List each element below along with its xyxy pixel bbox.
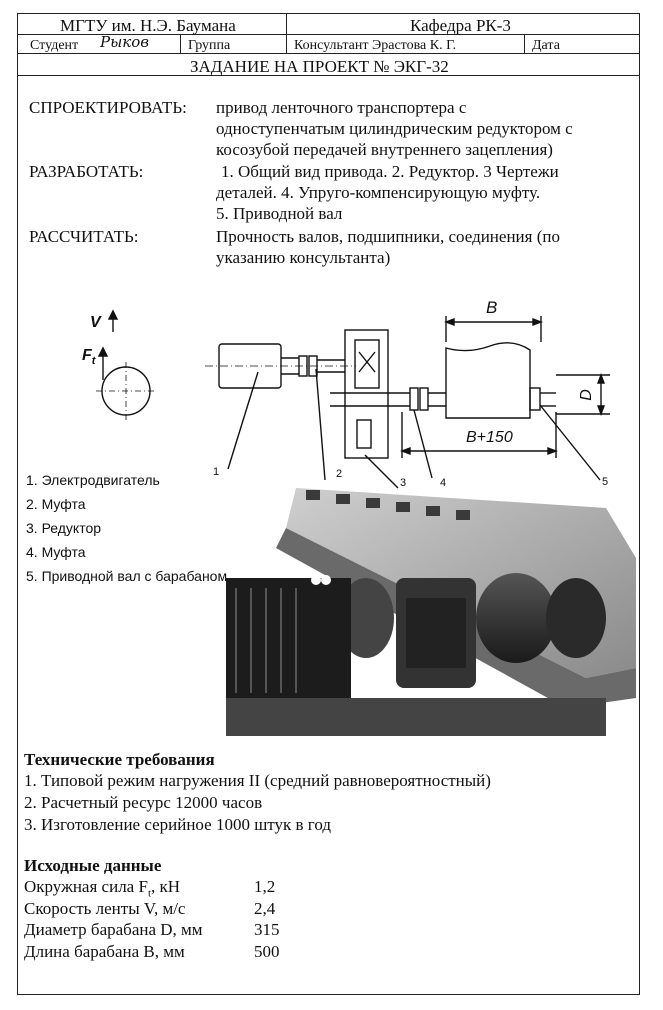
consultant-label: Консультант Эрастова К. Г.	[294, 38, 457, 53]
calc-line: Прочность валов, подшипники, соединения (по	[216, 227, 560, 246]
drum	[476, 573, 556, 663]
legend-item: 3. Редуктор	[26, 520, 102, 536]
header-row-2	[18, 35, 639, 54]
develop-line: 5. Приводной вал	[216, 204, 343, 223]
header-divider	[286, 35, 287, 53]
initial-row-label: Скорость ленты V, м/с	[24, 899, 186, 918]
department-name: Кафедра РК-3	[410, 16, 511, 35]
requirement-item: 1. Типовой режим нагружения II (средний равновероятностный)	[24, 771, 491, 790]
callout-number: 5	[602, 476, 609, 488]
legend-item: 4. Муфта	[26, 544, 86, 560]
requirement-item: 3. Изготовление серийное 1000 штук в год	[24, 815, 331, 834]
conveyor-photo	[226, 468, 636, 736]
dimension-d-label: D	[577, 389, 595, 401]
student-label: Студент	[30, 38, 79, 53]
initial-data-title: Исходные данные	[24, 856, 162, 875]
legend-item: 1. Электродвигатель	[26, 472, 160, 488]
velocity-label: V	[90, 314, 101, 331]
student-signature: Рыков	[100, 33, 150, 51]
legend-item: 2. Муфта	[26, 496, 86, 512]
header-row-3	[18, 54, 639, 76]
motor	[226, 578, 351, 698]
header-divider	[286, 14, 287, 34]
initial-row-label: Длина барабана B, мм	[24, 942, 185, 961]
calc-label: РАССЧИТАТЬ:	[29, 227, 139, 246]
group-label: Группа	[188, 38, 231, 53]
develop-line: 1. Общий вид привода. 2. Редуктор. 3 Чертежи	[221, 162, 559, 181]
legend-item: 5. Приводной вал с барабаном	[26, 568, 228, 584]
dimension-b150-label: B+150	[466, 429, 513, 446]
initial-row-value: 315	[254, 920, 280, 939]
design-line: привод ленточного транспортера с	[216, 98, 467, 117]
develop-line: деталей. 4. Упруго-компенсирующую муфту.	[216, 183, 541, 202]
initial-row-label: Диаметр барабана D, мм	[24, 920, 203, 939]
dimension-b-label: B	[486, 298, 498, 317]
callout-number: 3	[400, 477, 407, 489]
initial-row-value: 2,4	[254, 899, 276, 918]
develop-label: РАЗРАБОТАТЬ:	[29, 162, 144, 181]
design-line: косозубой передачей внутреннего зацепления)	[216, 140, 553, 159]
force-label: $F_t$	[82, 347, 96, 368]
calc-line: указанию консультанта)	[216, 248, 391, 267]
header-row-1	[18, 14, 639, 35]
requirement-item: 2. Расчетный ресурс 12000 часов	[24, 793, 263, 812]
initial-row-value: 1,2	[254, 877, 276, 896]
assignment-title: ЗАДАНИЕ НА ПРОЕКТ № ЭКГ-32	[190, 57, 449, 76]
university-name: МГТУ им. Н.Э. Баумана	[60, 16, 236, 35]
design-label: СПРОЕКТИРОВАТЬ:	[29, 98, 187, 117]
requirements-title: Технические требования	[24, 750, 215, 769]
callout-number: 2	[336, 468, 343, 480]
header-divider	[524, 35, 525, 53]
header-divider	[180, 35, 181, 53]
callout-number: 4	[440, 477, 447, 489]
date-label: Дата	[532, 38, 560, 53]
initial-row-value: 500	[254, 942, 280, 961]
callout-number: 1	[213, 466, 220, 478]
design-line: одноступенчатым цилиндрическим редуктором с	[216, 119, 573, 138]
initial-row-label: Окружная сила $F_t$, кН	[24, 877, 181, 900]
